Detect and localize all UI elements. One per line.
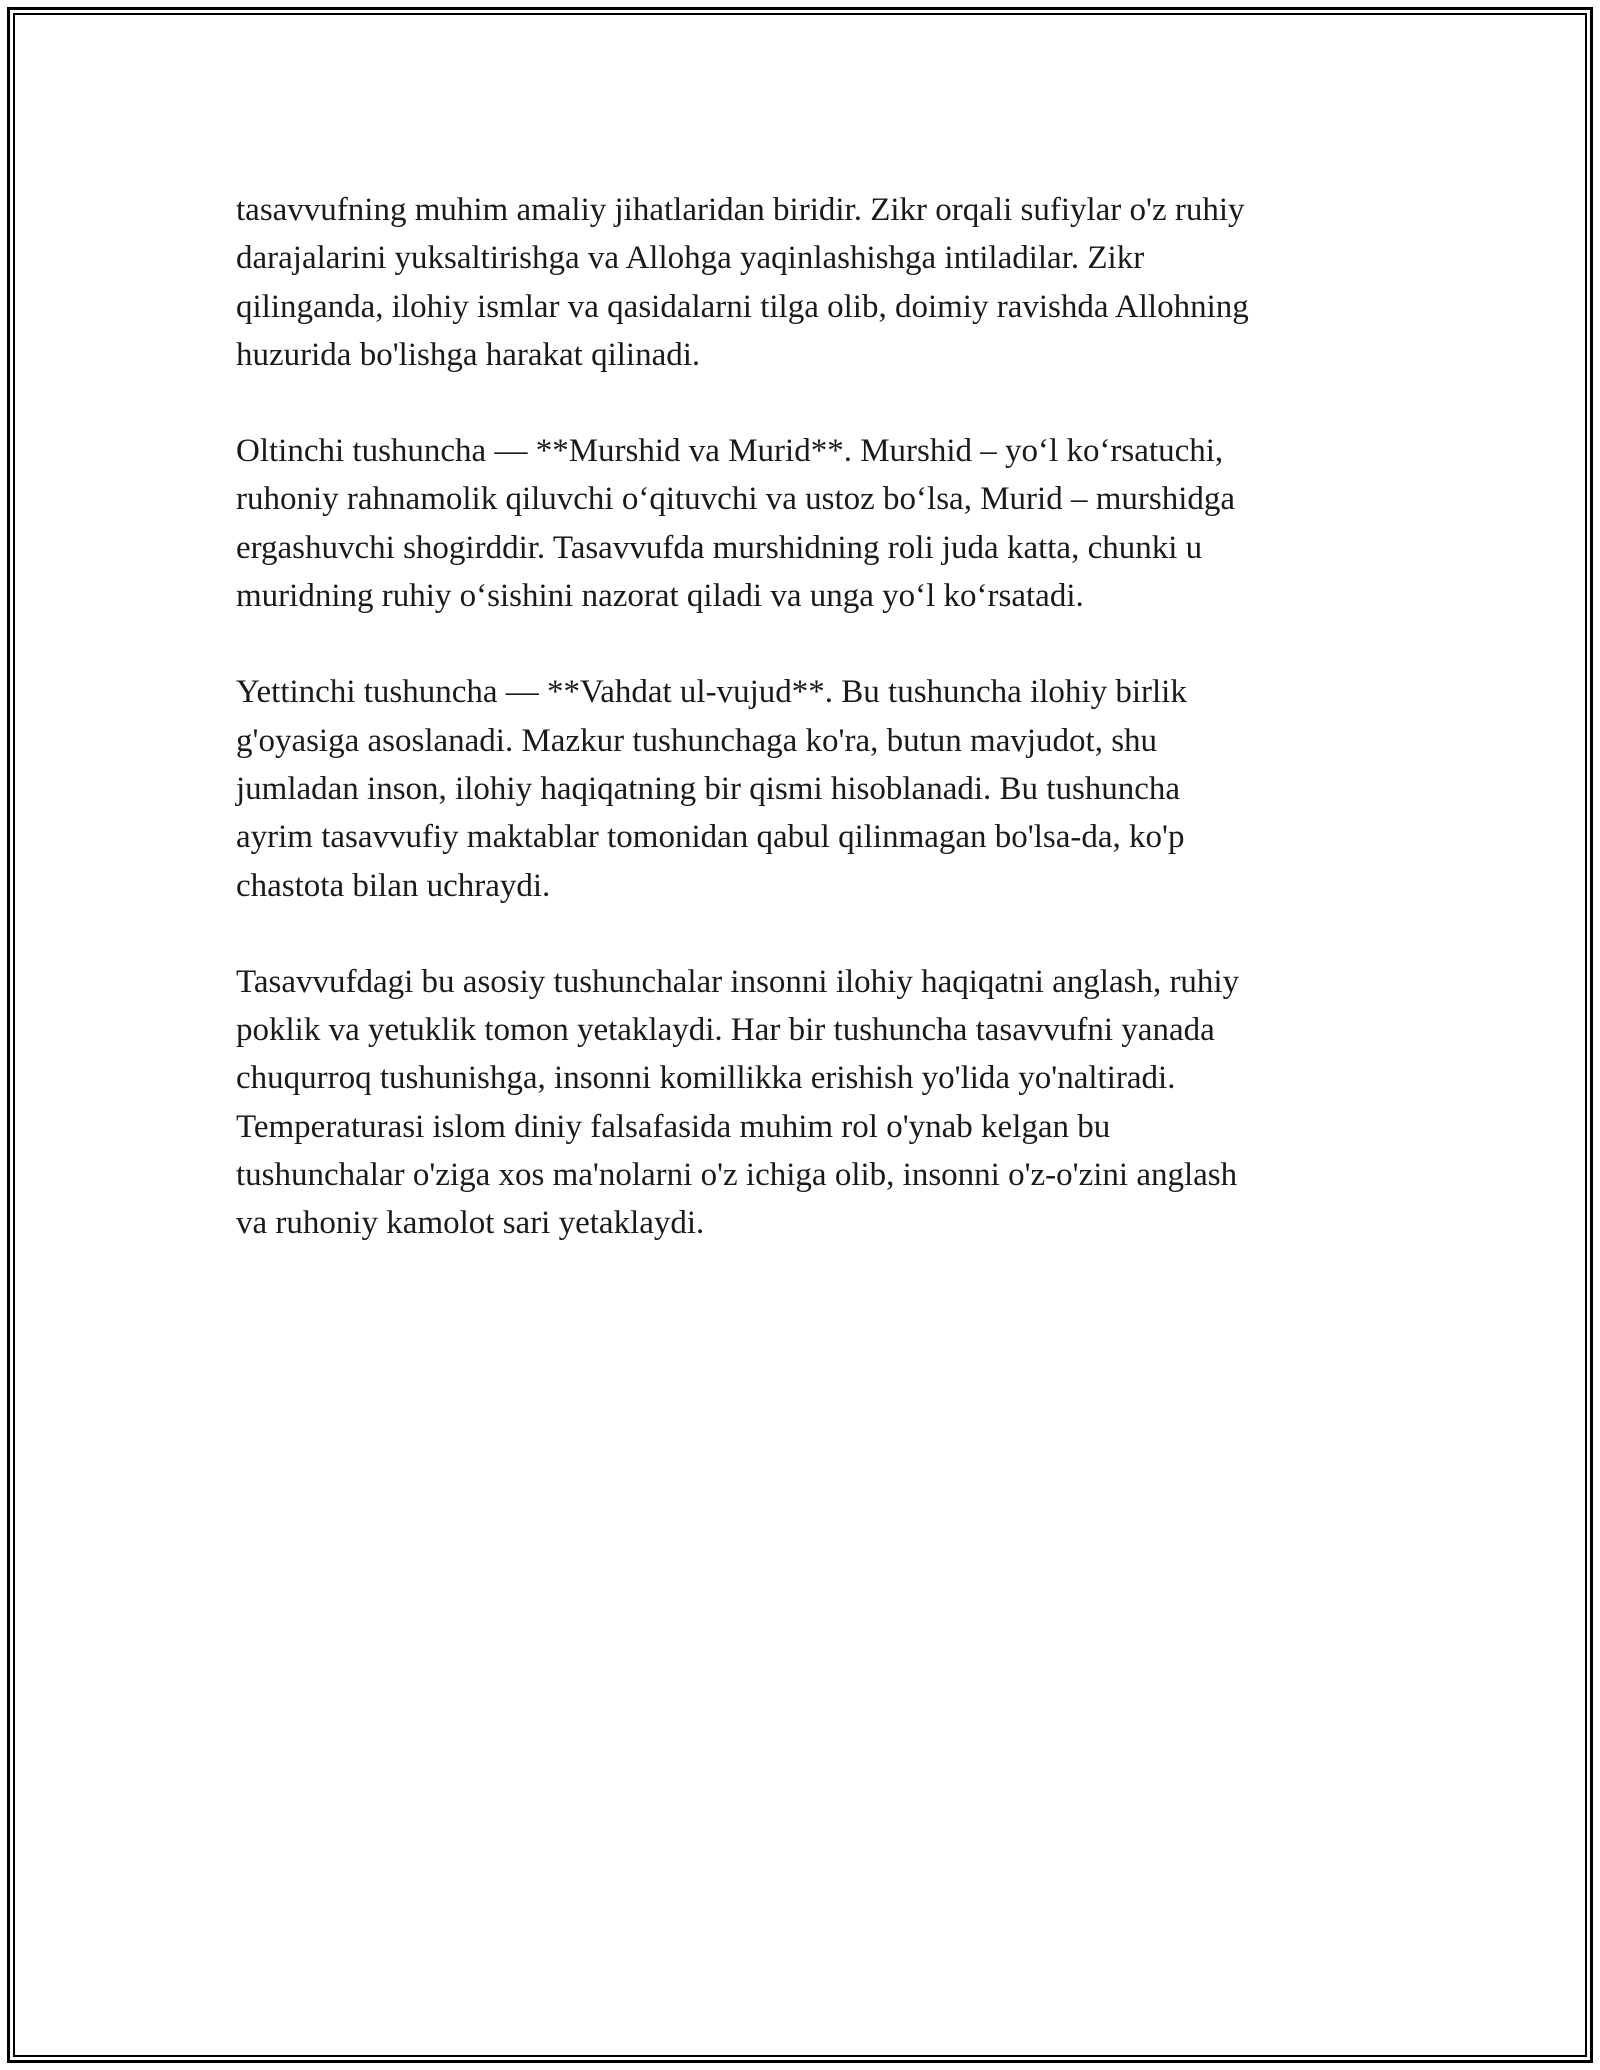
document-body — [236, 186, 1376, 1296]
paragraph-conclusion: Tasavvufdagi bu asosiy tushunchalar insonni ilohiy haqiqatni anglash, ruhiy poklik va yetuklik tomon yetaklaydi. Har bir tushuncha tasavvufni yanada chuqurroq tushunishga, insonni komillikka erishish yo'lida yo'naltiradi. Temperaturasi islom diniy falsafasida muhim rol o'ynab kelgan bu tushunchalar o'ziga xos ma'nolarni o'z ichiga olib, insonni o'z-o'zini anglash va ruhoniy kamolot sari yetaklaydi. — [236, 963, 1240, 1242]
paragraph-zikr-continuation: tasavvufning muhim amaliy jihatlaridan biridir. Zikr orqali sufiylar o'z ruhiy darajalarini yuksaltirishga va Allohga yaqinlashishga intiladilar. Zikr qilinganda, ilohiy ismlar va qasidalarni tilga olib, doimiy ravishda Allohning huzurida bo'lishga harakat qilinadi. — [236, 192, 1249, 373]
paragraph-murshid-murid: Oltinchi tushuncha — **Murshid va Murid**. Murshid – yo‘l ko‘rsatuchi, ruhoniy rahnamolik qiluvchi o‘qituvchi va ustoz bo‘lsa, Murid – murshidga ergashuvchi shogirddir. Tasavvufda murshidning roli juda katta, chunki u muridning ruhiy o‘sishini nazorat qiladi va unga yo‘l ko‘rsatadi. — [236, 433, 1236, 615]
paragraph-vahdat-ul-vujud: Yettinchi tushuncha — **Vahdat ul-vujud**. Bu tushuncha ilohiy birlik g'oyasiga asoslanadi. Mazkur tushunchaga ko'ra, butun mavjudot, shu jumladan inson, ilohiy haqiqatning bir qismi hisoblanadi. Bu tushuncha ayrim tasavvufiy maktablar tomonidan qabul qilinmagan bo'lsa-da, ko'p chastota bilan uchraydi. — [236, 674, 1187, 904]
